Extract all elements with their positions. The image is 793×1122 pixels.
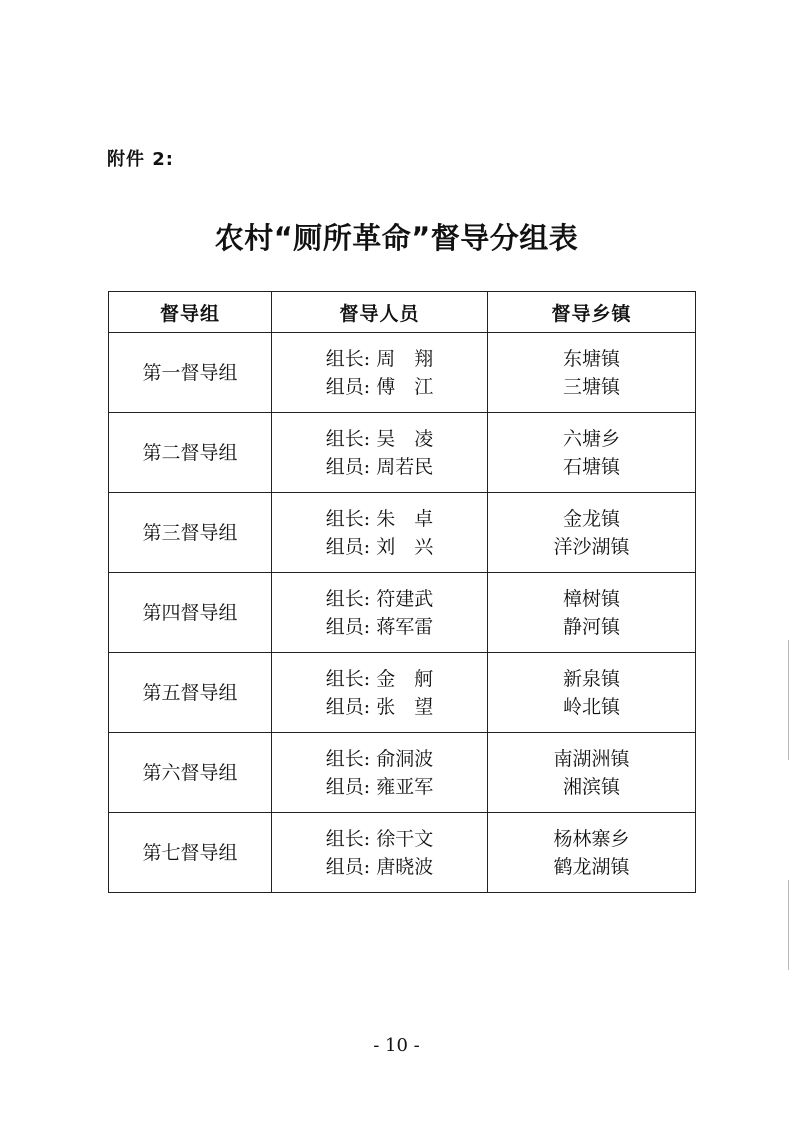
group-leader: 组长: 朱 卓	[325, 507, 434, 530]
town: 金龙镇	[562, 507, 620, 530]
scan-edge-mark	[788, 640, 789, 760]
town: 静河镇	[562, 615, 620, 638]
group-leader: 组长: 徐干文	[325, 827, 434, 850]
group-member: 组员: 傅 江	[325, 375, 434, 398]
group-name: 第七督导组	[109, 813, 272, 893]
personnel-cell	[272, 573, 488, 653]
group-member: 组员: 周若民	[325, 455, 434, 478]
town: 南湖洲镇	[553, 747, 630, 770]
town: 东塘镇	[562, 347, 620, 370]
town: 洋沙湖镇	[553, 535, 630, 558]
town: 樟树镇	[562, 587, 620, 610]
town: 三塘镇	[562, 375, 620, 398]
towns-cell	[488, 813, 696, 893]
header-group: 督导组	[109, 292, 272, 333]
scan-edge-mark	[788, 880, 789, 970]
towns-cell	[488, 493, 696, 573]
personnel-cell	[272, 733, 488, 813]
group-leader: 组长: 俞洞波	[325, 747, 434, 770]
group-name: 第三督导组	[109, 493, 272, 573]
table-row	[109, 573, 696, 653]
group-member: 组员: 张 望	[325, 695, 434, 718]
group-leader: 组长: 吴 凌	[325, 427, 434, 450]
page-number: - 10 -	[373, 1035, 420, 1056]
personnel-cell	[272, 493, 488, 573]
towns-cell	[488, 573, 696, 653]
personnel-cell	[272, 413, 488, 493]
towns-cell	[488, 653, 696, 733]
town: 鹤龙湖镇	[553, 855, 630, 878]
table-row	[109, 413, 696, 493]
group-leader: 组长: 周 翔	[325, 347, 434, 370]
document-title: 农村“厕所革命”督导分组表	[214, 221, 579, 255]
table-header-row	[109, 292, 696, 333]
group-member: 组员: 唐晓波	[325, 855, 434, 878]
personnel-cell	[272, 333, 488, 413]
towns-cell	[488, 333, 696, 413]
table-row	[109, 813, 696, 893]
personnel-cell	[272, 813, 488, 893]
attachment-label: 附件 2:	[107, 149, 174, 170]
table-row	[109, 493, 696, 573]
towns-cell	[488, 413, 696, 493]
header-towns: 督导乡镇	[488, 292, 696, 333]
table-row	[109, 333, 696, 413]
group-name: 第四督导组	[109, 573, 272, 653]
town: 六塘乡	[562, 427, 620, 450]
town: 新泉镇	[562, 667, 620, 690]
town: 石塘镇	[562, 455, 620, 478]
group-name: 第六督导组	[109, 733, 272, 813]
supervision-group-table	[108, 291, 696, 893]
town: 岭北镇	[562, 695, 620, 718]
header-personnel: 督导人员	[272, 292, 488, 333]
group-member: 组员: 雍亚军	[325, 775, 434, 798]
group-name: 第五督导组	[109, 653, 272, 733]
table-row	[109, 653, 696, 733]
town: 杨林寨乡	[553, 827, 630, 850]
towns-cell	[488, 733, 696, 813]
group-name: 第二督导组	[109, 413, 272, 493]
group-member: 组员: 蒋军雷	[325, 615, 434, 638]
group-member: 组员: 刘 兴	[325, 535, 434, 558]
table-row	[109, 733, 696, 813]
group-name: 第一督导组	[109, 333, 272, 413]
town: 湘滨镇	[562, 775, 620, 798]
personnel-cell	[272, 653, 488, 733]
group-leader: 组长: 金 舸	[325, 667, 434, 690]
group-leader: 组长: 符建武	[325, 587, 434, 610]
